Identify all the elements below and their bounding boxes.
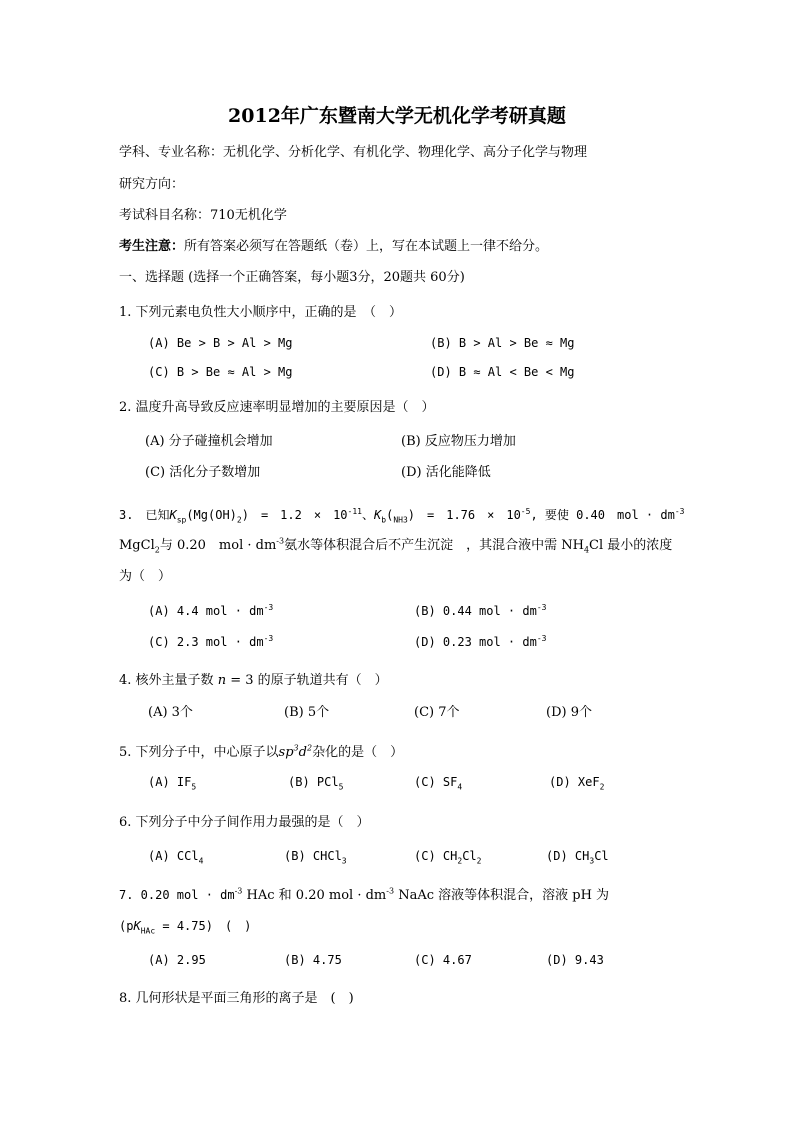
q7-line-1 <box>119 886 609 905</box>
q4-stem-b: = 3 的原子轨道共有（ ） <box>230 673 388 688</box>
page-title: 2012年广东暨南大学无机化学考研真题 <box>228 105 566 127</box>
q3-ksp-exp: -11 <box>347 507 362 516</box>
q3-tail-exp: -3 <box>674 507 685 516</box>
notice-label: 考生注意： <box>119 239 185 254</box>
q3-line-2 <box>119 537 672 555</box>
q4-stem-a: 4. 核外主量子数 <box>119 673 214 688</box>
major-line: 学科、专业名称：无机化学、分析化学、有机化学、物理化学、高分子化学与物理 <box>119 145 588 160</box>
q3-option-c <box>148 633 273 651</box>
q6-option-a-text: (A) CCl <box>148 849 199 863</box>
q3-line-1 <box>119 506 684 524</box>
q3-option-b-text: (B) 0.44 mol · dm <box>414 604 537 618</box>
q3-option-d <box>414 633 546 651</box>
q6-option-c-rest: Cl <box>462 849 477 863</box>
q6-option-d-rest: Cl <box>594 849 609 863</box>
q3-mgcl2-sub: 2 <box>154 545 160 555</box>
q5-option-d-text: (D) XeF <box>549 775 600 789</box>
q7-line2-b: = 4.75) ( ) <box>162 919 252 933</box>
q4-option-d: (D) 9个 <box>546 705 592 720</box>
q6-option-c <box>414 847 481 865</box>
notice-text: 所有答案必须写在答题纸（卷）上，写在本试题上一律不给分。 <box>184 239 549 254</box>
q3-kb-paren: ( <box>386 508 394 522</box>
q4-option-b: (B) 5个 <box>284 705 330 720</box>
q3-kb-symbol: K <box>374 508 382 522</box>
q3-kb-value: ) = 1.76 × 10 <box>407 508 521 522</box>
q3-option-a-text: (A) 4.4 mol · dm <box>148 604 264 618</box>
q7-line1-c: NaAc 溶液等体积混合，溶液 pH 为 <box>398 888 610 903</box>
q7-line2-sub: HAc <box>140 926 156 936</box>
q4-stem <box>119 672 388 690</box>
q5-option-b-text: (B) PCl <box>288 775 339 789</box>
subject-line: 考试科目名称：710无机化学 <box>119 208 287 223</box>
q6-option-b <box>284 847 347 865</box>
q3-line2-exp: -3 <box>276 536 285 546</box>
q3-sep: 、 <box>362 508 375 522</box>
q7-line-2 <box>119 917 251 935</box>
q5-hyb-d: d <box>298 745 307 760</box>
q5-option-a-sub: 5 <box>191 782 197 792</box>
q3-kb-sub: b <box>381 515 387 525</box>
q2-stem: 2. 温度升高导致反应速率明显增加的主要原因是（ ） <box>119 400 435 415</box>
q7-line2-k: K <box>133 919 141 933</box>
q7-line1-a: 7. 0.20 mol · dm <box>119 888 235 902</box>
q3-ksp-sub: sp <box>176 515 187 525</box>
q6-option-c-text: (C) CH <box>414 849 458 863</box>
q8-stem: 8. 几何形状是平面三角形的离子是 ( ) <box>119 991 354 1006</box>
q7-exp-1: -3 <box>234 886 243 896</box>
q7-exp-2: -3 <box>386 886 395 896</box>
q2-option-a: (A) 分子碰撞机会增加 <box>145 434 273 449</box>
q3-line2-c: 氨水等体积混合后不产生沉淀 ，其混合液中需 NH <box>284 538 584 553</box>
q7-option-c: (C) 4.67 <box>414 953 472 967</box>
q3-kb-nh3: NH3 <box>393 515 408 525</box>
q5-stem <box>119 744 403 762</box>
direction-line: 研究方向： <box>119 177 185 192</box>
q5-hyb-2: 2 <box>306 743 313 753</box>
q3-num: 3. 已知 <box>119 508 170 522</box>
q5-option-d <box>549 773 604 791</box>
notice-line <box>119 238 548 256</box>
q1-option-a: (A) Be > B > Al > Mg <box>148 336 293 350</box>
q3-nh4-sub: 4 <box>583 545 590 555</box>
q2-option-c: (C) 活化分子数增加 <box>145 465 261 480</box>
q6-option-a <box>148 847 203 865</box>
q3-tail: , 要使 0.40 mol · dm <box>530 508 675 522</box>
q3-option-a-exp: -3 <box>263 603 274 612</box>
q5-stem-b: 杂化的是（ ） <box>312 745 404 760</box>
q3-option-d-exp: -3 <box>536 634 547 643</box>
q5-option-c-text: (C) SF <box>414 775 458 789</box>
q6-option-c-sub2: 2 <box>476 856 482 866</box>
q3-option-a <box>148 602 273 620</box>
q5-option-d-sub: 2 <box>599 782 605 792</box>
q5-option-a-text: (A) IF <box>148 775 192 789</box>
q2-option-d: (D) 活化能降低 <box>401 465 491 480</box>
q6-stem: 6. 下列分子中分子间作用力最强的是（ ） <box>119 815 370 830</box>
q6-option-b-sub: 3 <box>341 856 347 866</box>
q3-kb-exp: -5 <box>520 507 531 516</box>
q7-line2-a: (p <box>119 919 134 933</box>
q3-option-c-exp: -3 <box>263 634 274 643</box>
q5-hyb-3: 3 <box>293 743 299 753</box>
q5-stem-a: 5. 下列分子中，中心原子以 <box>119 745 279 760</box>
q3-mgcl2: MgCl <box>119 538 155 553</box>
q6-option-d <box>546 847 609 865</box>
q5-option-c <box>414 773 462 791</box>
q1-option-d: (D) B ≈ Al < Be < Mg <box>430 365 575 379</box>
q1-option-c: (C) B > Be ≈ Al > Mg <box>148 365 293 379</box>
q6-option-d-sub: 3 <box>589 856 595 866</box>
q5-option-a <box>148 773 196 791</box>
q3-option-b <box>414 602 546 620</box>
section-heading: 一、选择题 (选择一个正确答案，每小题3分，20题共 60分) <box>119 270 465 285</box>
q3-line2-d: Cl 最小的浓度 <box>589 538 673 553</box>
q7-option-b: (B) 4.75 <box>284 953 342 967</box>
q3-option-d-text: (D) 0.23 mol · dm <box>414 635 537 649</box>
q3-line2-b: 与 0.20 mol · dm <box>159 538 277 553</box>
q6-option-b-text: (B) CHCl <box>284 849 342 863</box>
q5-option-c-sub: 4 <box>457 782 463 792</box>
q1-option-b: (B) B > Al > Be ≈ Mg <box>430 336 575 350</box>
q4-option-c: (C) 7个 <box>414 705 460 720</box>
q6-option-c-sub: 2 <box>457 856 463 866</box>
q1-stem: 1. 下列元素电负性大小顺序中，正确的是 （ ） <box>119 305 403 320</box>
q3-ksp-formula-sub: 2 <box>236 515 242 525</box>
q3-ksp-symbol: K <box>169 508 177 522</box>
q7-option-a: (A) 2.95 <box>148 953 206 967</box>
q3-ksp-value: ) = 1.2 × 10 <box>241 508 348 522</box>
q4-n: n <box>217 673 227 688</box>
q6-option-a-sub: 4 <box>198 856 204 866</box>
q6-option-d-text: (D) CH <box>546 849 590 863</box>
q3-option-c-text: (C) 2.3 mol · dm <box>148 635 264 649</box>
q5-option-b-sub: 5 <box>338 782 344 792</box>
q7-line1-b: HAc 和 0.20 mol · dm <box>246 888 387 903</box>
q3-option-b-exp: -3 <box>536 603 547 612</box>
q3-ksp-formula: (Mg(OH) <box>186 508 237 522</box>
q4-option-a: (A) 3个 <box>148 705 193 720</box>
q5-option-b <box>288 773 343 791</box>
q2-option-b: (B) 反应物压力增加 <box>401 434 516 449</box>
q7-option-d: (D) 9.43 <box>546 953 604 967</box>
q5-hyb-sp: sp <box>278 745 294 760</box>
q3-line-3: 为（ ） <box>119 569 172 584</box>
